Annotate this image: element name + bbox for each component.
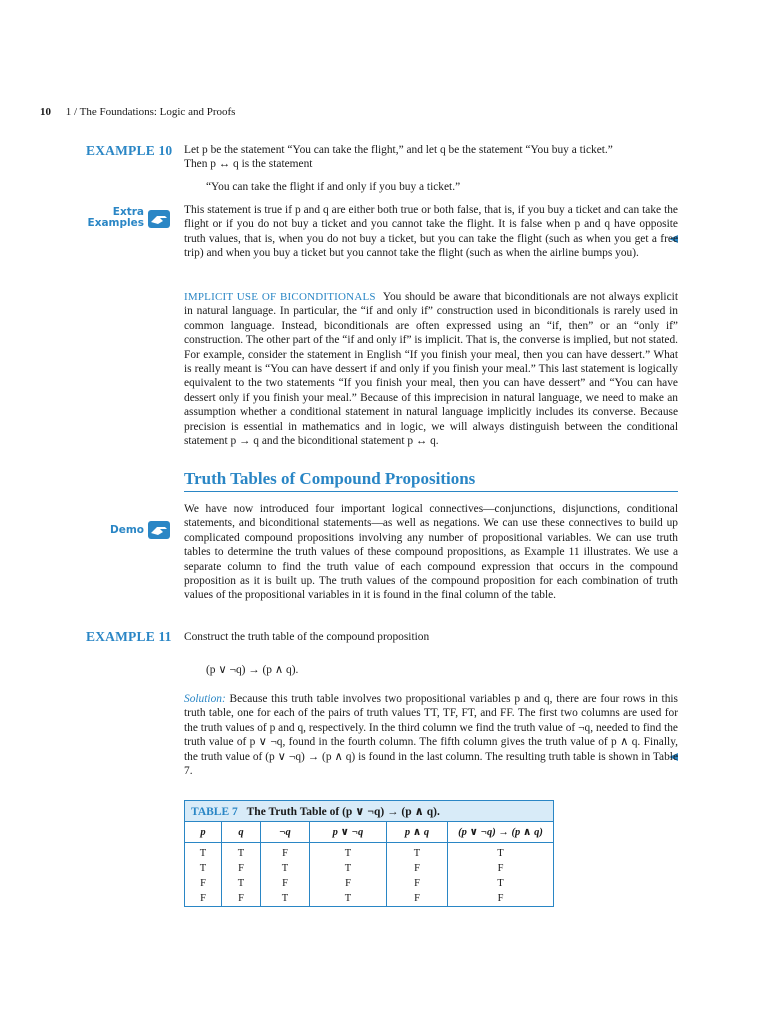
extra-examples-link[interactable]: [87, 206, 172, 232]
example-11-solution: [184, 692, 678, 778]
table-row: [185, 843, 553, 862]
table-grid: [185, 822, 553, 906]
pointing-hand-icon: [148, 521, 170, 539]
extra-examples-label-line1: Extra: [112, 206, 144, 218]
table-header-cell: p ∧ q: [387, 822, 448, 843]
table-cell: T: [185, 843, 222, 862]
table-header-row: [185, 822, 553, 843]
example-10-intro: [184, 143, 678, 172]
implicit-body: You should be aware that biconditionals are not always explicit in natural language. In particular, the “if and only if” construction used in biconditionals is rarely used in common language. Instead, biconditionals are often expressed using an “if, then” or an “only if” construction. The other part of the “if and only if” is implicit. That is, the converse is implied, but not stated. For example, consider the statement in English “If you finish your meal, then you can have dessert.” What is really meant is “You can have dessert if and only if you finish your meal.” This last statement is logically equivalent to the two statements “If you finish your meal, then you can have dessert” and “You can have dessert only if you finish your meal.” Because of this imprecision in natural language, we need to make an assumption whether a conditional statement in natural language implicitly includes its converse. Because precision is essential in mathematics and in logic, we will always distinguish between the conditional statement p → q and the biconditional statement p ↔ q.: [184, 291, 679, 448]
table-header-cell: p: [185, 822, 222, 843]
chapter-title: 1 / The Foundations: Logic and Proofs: [65, 106, 236, 118]
table-cell: F: [310, 876, 387, 891]
table-row: [185, 891, 553, 906]
table-cell: T: [261, 891, 310, 906]
implicit-paragraph: [184, 290, 678, 448]
solution-label: Solution:: [184, 693, 226, 705]
table-cell: T: [261, 861, 310, 876]
implicit-heading: IMPLICIT USE OF BICONDITIONALS: [184, 291, 376, 303]
table-cell: F: [222, 891, 261, 906]
section-title: Truth Tables of Compound Propositions: [184, 469, 476, 488]
table-header-cell: (p ∨ ¬q) → (p ∧ q): [448, 822, 554, 843]
table-header-cell: ¬q: [261, 822, 310, 843]
table-title: The Truth Table of (p ∨ ¬q) → (p ∧ q).: [246, 806, 440, 818]
table-row: [185, 876, 553, 891]
demo-link[interactable]: [96, 519, 172, 541]
table-cell: F: [497, 863, 504, 874]
table-cell: F: [387, 876, 448, 891]
page-number: 10: [40, 106, 51, 118]
table-cell: T: [310, 891, 387, 906]
table-cell: F: [387, 861, 448, 876]
table-cell: T: [310, 861, 387, 876]
table-cell: T: [222, 843, 261, 862]
table-header-cell: p ∨ ¬q: [310, 822, 387, 843]
table-header-cell: q: [222, 822, 261, 843]
extra-examples-label-line2: Examples: [87, 217, 144, 229]
table-cell: T: [185, 861, 222, 876]
section-rule: [184, 491, 678, 492]
table-cell: T: [497, 878, 504, 889]
example-10-intro-line2: Then p ↔ q is the statement: [184, 158, 313, 171]
table-cell: F: [261, 876, 310, 891]
table-cell: F: [261, 843, 310, 862]
table-cell: F: [185, 891, 222, 906]
truth-table-7: [184, 800, 554, 907]
running-head: [40, 106, 235, 118]
example-11-label: EXAMPLE 11: [86, 629, 172, 644]
example-11-formula: (p ∨ ¬q) → (p ∧ q).: [206, 664, 299, 676]
example-10-body-text: This statement is true if p and q are either both true or both false, that is, if you buy a ticket and can take the flight or if you do not buy a ticket and you cannot take the flight. It is false when p and q have opposite truth values, that is, when you do not buy a ticket, but you can take the flight (such as when you get a free trip) and when you buy a ticket but you cannot take the flight (such as when the airline bumps you).: [184, 204, 678, 260]
table-caption: [185, 801, 553, 822]
demo-label: Demo: [110, 524, 144, 536]
table-cell: T: [387, 843, 448, 862]
solution-text: Because this truth table involves two propositional variables p and q, there are four rows in this truth table, one for each of the pairs of truth values TT, TF, FT, and FF. The first two columns are used for the truth values of p and q, respectively. In the third column we find the truth value of ¬q, needed to find the truth value of p ∨ ¬q, found in the fourth column. The fifth column gives the truth value of p ∧ q. Finally, the truth value of (p ∨ ¬q) → (p ∧ q) is found in the last column. The resulting truth table is shown in Table 7.: [184, 693, 678, 778]
table-cell: F: [222, 861, 261, 876]
pointing-hand-icon: [148, 210, 170, 228]
table-cell: T: [310, 843, 387, 862]
example-10-body: [184, 203, 678, 261]
table-cell: T: [497, 848, 504, 859]
example-10-intro-line1: Let p be the statement “You can take the flight,” and let q be the statement “You buy a ticket.”: [184, 144, 613, 156]
example-10-quote: “You can take the flight if and only if you buy a ticket.”: [206, 181, 461, 193]
section-body-text: We have now introduced four important logical connectives—conjunctions, disjunctions, conditional statements, and biconditional statements—as well as negations. We can use these connectives to build up complicated compound propositions involving any number of propositional variables. We can use truth tables to determine the truth values of these compound propositions, as Example 11 illustrates. We use a separate column to find the truth value of each compound expression that occurs in the compound proposition as it is built up. The truth values of the compound proposition for each combination of truth values of the propositional variables in it is found in the final column of the table.: [184, 503, 678, 602]
table-cell: T: [222, 876, 261, 891]
example-10-label: EXAMPLE 10: [86, 143, 173, 158]
table-cell: F: [387, 891, 448, 906]
table-cell: F: [497, 893, 504, 904]
section-body: [184, 502, 678, 603]
example-11-intro: Construct the truth table of the compound proposition: [184, 631, 430, 643]
table-number: TABLE 7: [191, 806, 238, 818]
table-cell: F: [185, 876, 222, 891]
table-row: [185, 861, 553, 876]
